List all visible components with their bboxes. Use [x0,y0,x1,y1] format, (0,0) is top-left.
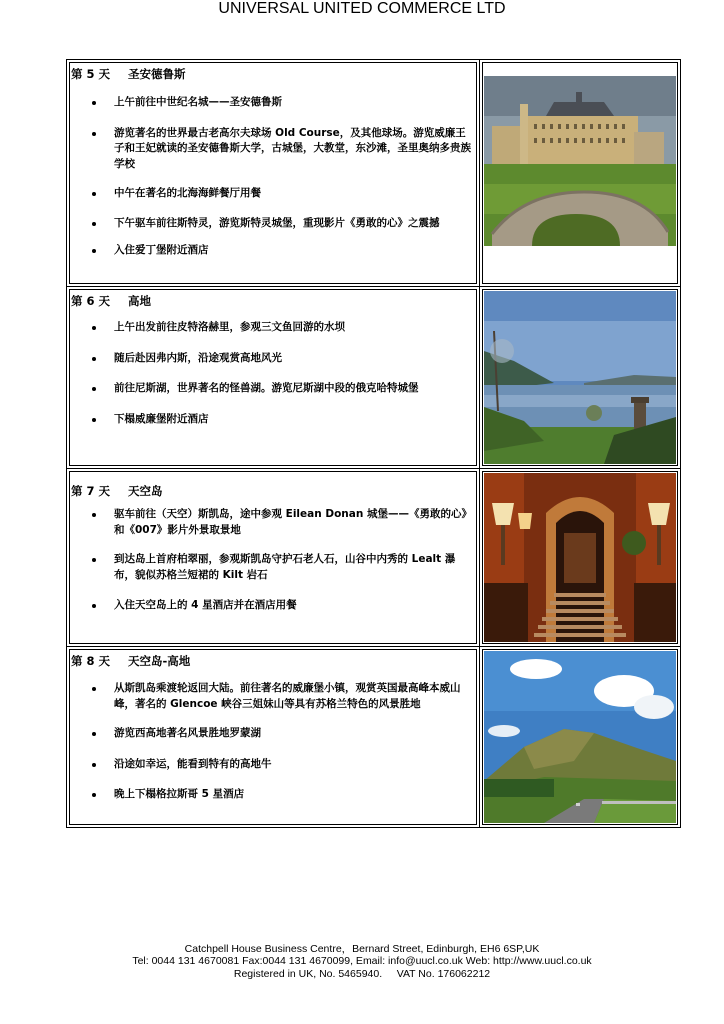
day-title [67,469,479,503]
itinerary-table [66,59,681,828]
footer-registration: Registered in UK, No. 5465940. VAT No. 176062212 [233,968,491,980]
list-item: 上午出发前往皮特洛赫里，参观三文鱼回游的水坝 [67,320,479,336]
loch-ness-urquhart-castle-photo [484,291,676,464]
day-number: 第 7 天 [71,484,111,498]
list-item: 中午在著名的北海海鲜餐厅用餐 [67,186,479,202]
day-place: 圣安德鲁斯 [128,67,186,81]
list-item: 随后赴因弗内斯，沿途观赏高地风光 [67,351,479,367]
day-items [67,86,479,259]
list-item: 下午驱车前往斯特灵，游览斯特灵城堡，重现影片《勇敢的心》之震撼 [67,216,479,232]
day-row-5 [67,60,680,287]
day-items [67,673,479,803]
day-items [67,313,479,427]
day-photo-cell [480,60,680,286]
day-number: 第 6 天 [71,294,111,308]
day-text-cell [67,60,480,286]
day-text-cell [67,287,480,468]
footer-contact: Tel: 0044 131 4670081 Fax:0044 131 4670099, Email: info@uucl.co.uk Web: http://www.uucl.co.uk [132,955,592,967]
list-item: 下榻威廉堡附近酒店 [67,412,479,428]
day-photo-cell [480,647,680,827]
day-title [67,647,479,673]
list-item: 入住爱丁堡附近酒店 [67,243,479,259]
day-place: 高地 [128,294,152,308]
day-text-cell [67,647,480,827]
day-place: 天空岛-高地 [128,654,191,668]
day-items [67,503,479,614]
list-item: 入住天空岛上的 4 星酒店并在酒店用餐 [67,598,479,614]
list-item: 驱车前往（天空）斯凯岛，途中参观 Eilean Donan 城堡——《勇敢的心》和《007》影片外景取景地 [67,507,479,538]
footer-company: UNIVERSAL UNITED COMMERCE LTD [218,0,506,17]
st-andrews-old-course-photo [484,64,676,282]
day-photo-cell [480,287,680,468]
day-row-7 [67,469,680,647]
list-item: 游览西高地著名风景胜地罗蒙湖 [67,726,479,742]
list-item: 上午前往中世纪名城——圣安德鲁斯 [67,95,479,111]
hotel-interior-photo [484,473,676,642]
day-number: 第 8 天 [71,654,111,668]
list-item: 从斯凯岛乘渡轮返回大陆。前往著名的威廉堡小镇，观赏英国最高峰本威山峰，著名的 Glencoe 峡谷三姐妹山等具有苏格兰特色的风景胜地 [67,681,479,712]
day-number: 第 5 天 [71,67,111,81]
list-item: 前往尼斯湖，世界著名的怪兽湖。游览尼斯湖中段的俄克哈特城堡 [67,381,479,397]
day-place: 天空岛 [128,484,163,498]
list-item: 沿途如幸运，能看到特有的高地牛 [67,757,479,773]
day-photo-cell [480,469,680,646]
day-row-6 [67,287,680,469]
list-item: 晚上下榻格拉斯哥 5 星酒店 [67,787,479,803]
list-item: 游览著名的世界最古老高尔夫球场 Old Course，及其他球场。游览威廉王子和王妃就读的圣安德鲁斯大学，古城堡，大教堂，东沙滩，圣里奥纳多贵族学校 [67,126,479,173]
day-title [67,287,479,313]
day-text-cell [67,469,480,646]
footer-address: Catchpell House Business Centre，Bernard Street, Edinburgh, EH6 6SP,UK [184,943,540,955]
day-title [67,60,479,86]
day-row-8 [67,647,680,827]
list-item: 到达岛上首府柏翠丽，参观斯凯岛守护石老人石，山谷中内秀的 Lealt 瀑布，貌似苏格兰短裙的 Kilt 岩石 [67,552,479,583]
highland-mountain-road-photo [484,651,676,823]
